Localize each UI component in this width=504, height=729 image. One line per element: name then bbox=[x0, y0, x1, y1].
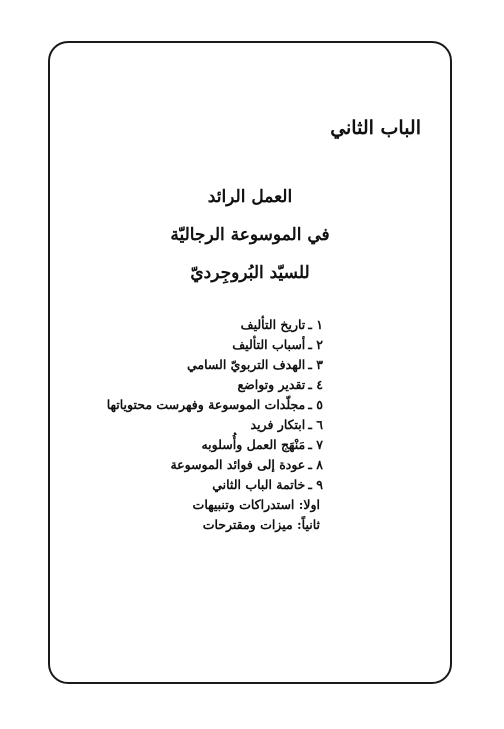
table-of-contents bbox=[63, 315, 323, 535]
toc-item bbox=[63, 335, 323, 355]
toc-item bbox=[63, 315, 323, 335]
toc-item-text: مَنْهَج العمل وأُسلوبه bbox=[201, 437, 306, 452]
toc-item bbox=[63, 435, 323, 455]
toc-item bbox=[63, 415, 323, 435]
chapter-title: الباب الثاني bbox=[330, 117, 421, 139]
toc-item-text: أسباب التأليف bbox=[232, 337, 306, 352]
toc-item-text: ابتكار فريد bbox=[250, 417, 306, 432]
toc-item-text: مجلّدات الموسوعة وفهرست محتوياتها bbox=[106, 397, 306, 412]
toc-item-text: اولا: استدراكات وتنبيهات bbox=[192, 497, 320, 512]
toc-item-text: تقدير وتواضع bbox=[237, 377, 306, 392]
toc-item-number: ٨ ـ bbox=[308, 457, 323, 472]
toc-item-text: عودة إلى فوائد الموسوعة bbox=[170, 457, 306, 472]
toc-item-number: ٦ ـ bbox=[308, 417, 323, 432]
heading-line-2: في الموسوعة الرجاليّة bbox=[170, 225, 330, 245]
toc-item-number: ١ ـ bbox=[308, 317, 323, 332]
toc-item-text: الهدف التربويّ السامي bbox=[186, 357, 306, 372]
toc-item bbox=[63, 495, 323, 515]
toc-item bbox=[63, 395, 323, 415]
toc-item bbox=[63, 455, 323, 475]
toc-item bbox=[63, 355, 323, 375]
toc-item bbox=[63, 475, 323, 495]
page-frame bbox=[48, 41, 452, 684]
heading-line-3: للسيّد البُروجِرديّ bbox=[190, 263, 310, 283]
toc-item-number: ٧ ـ bbox=[308, 437, 323, 452]
toc-item-text: تاريخ التأليف bbox=[240, 317, 306, 332]
toc-item-number: ٢ ـ bbox=[308, 337, 323, 352]
toc-item-number: ٤ ـ bbox=[308, 377, 323, 392]
heading-line-1: العمل الرائد bbox=[207, 187, 293, 207]
toc-item-number: ٣ ـ bbox=[308, 357, 323, 372]
toc-item-text: ثانياً: ميزات ومقترحات bbox=[202, 517, 320, 532]
toc-item bbox=[63, 515, 323, 535]
toc-item-number: ٩ ـ bbox=[308, 477, 323, 492]
toc-item bbox=[63, 375, 323, 395]
toc-item-text: خاتمة الباب الثاني bbox=[212, 477, 306, 492]
toc-item-number: ٥ ـ bbox=[308, 397, 323, 412]
